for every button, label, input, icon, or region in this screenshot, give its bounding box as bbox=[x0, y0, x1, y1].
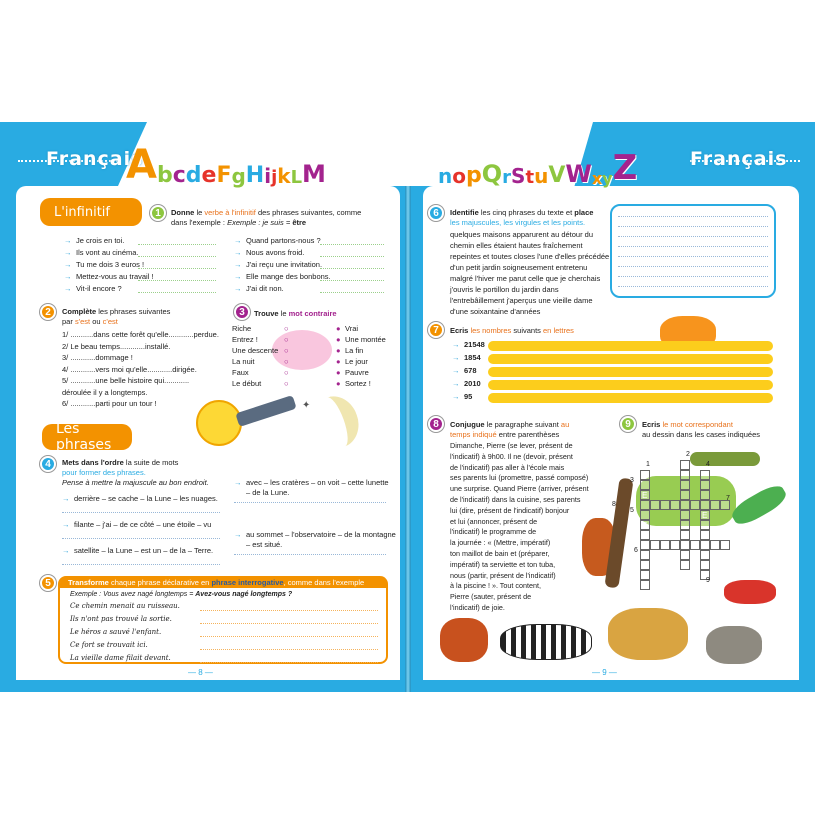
answer-line[interactable] bbox=[618, 286, 768, 287]
number-to-write: 1854 bbox=[464, 353, 481, 362]
declarative-sentence: Ils n'ont pas trouvé la sortie. bbox=[70, 615, 172, 623]
arrow-icon: → bbox=[234, 478, 242, 487]
answer-line[interactable] bbox=[200, 662, 378, 663]
infinitive-sentence: Vit-il encore ? bbox=[76, 284, 122, 293]
crab-illustration bbox=[724, 580, 776, 604]
paragraph-line: la journée : « (Mettre, impératif) bbox=[450, 538, 551, 548]
crossword-cell[interactable] bbox=[680, 520, 690, 530]
exercise-7-instruction: Ecris les nombres suivants en lettres bbox=[450, 326, 574, 335]
word-right: Vrai bbox=[345, 324, 359, 333]
paragraph-line: ses parents lui (promettre, passé composé) bbox=[450, 473, 589, 483]
crossword-cell[interactable] bbox=[680, 540, 690, 550]
zebra-illustration bbox=[500, 624, 592, 660]
answer-line[interactable] bbox=[618, 216, 768, 217]
infinitive-sentence: Mettez-vous au travail ! bbox=[76, 272, 154, 281]
crossword-number: 7 bbox=[726, 495, 730, 502]
answer-line[interactable] bbox=[138, 280, 216, 281]
filled-dot-icon[interactable]: ● bbox=[336, 357, 341, 366]
answer-line[interactable] bbox=[618, 236, 768, 237]
exercise-2-instruction: Complète les phrases suivantes par s'est ou c'est bbox=[62, 307, 171, 327]
paragraph-line: et lui (annoncer, présent de bbox=[450, 516, 538, 526]
paragraph-line: quelques maisons apparurent au détour du bbox=[450, 230, 594, 239]
word-left: Riche bbox=[232, 324, 252, 333]
word-right: La fin bbox=[345, 346, 364, 355]
crossword-number: 1 bbox=[646, 461, 650, 468]
answer-line[interactable] bbox=[234, 502, 386, 503]
answer-line[interactable] bbox=[320, 268, 384, 269]
exercise-9-instruction: Ecris le mot correspondant au dessin dans les cases indiquées bbox=[642, 420, 760, 440]
exercise-number: 9 bbox=[620, 416, 636, 432]
answer-line[interactable] bbox=[62, 564, 220, 565]
arrow-icon: → bbox=[62, 546, 70, 555]
circle-dot-icon[interactable]: ○ bbox=[284, 368, 289, 377]
crossword-cell[interactable] bbox=[650, 540, 660, 550]
word-left: Le début bbox=[232, 379, 262, 388]
paragraph-line: lui (dire, présent de l'indicatif) bonjour bbox=[450, 505, 570, 515]
paragraph-line: à la piscine ! ». Tout content, bbox=[450, 581, 541, 591]
arrow-icon: → bbox=[234, 530, 242, 539]
paragraph-line: chemin elles étaient hautes fraîchement bbox=[450, 241, 583, 250]
exercise-3-instruction: Trouve le mot contraire bbox=[254, 309, 337, 318]
infinitive-sentence: Je crois en toi. bbox=[76, 236, 125, 245]
fill-in-sentence: déroulée il y a longtemps. bbox=[62, 387, 148, 397]
exercise-number: 3 bbox=[234, 304, 250, 320]
alphabet-right bbox=[438, 138, 637, 188]
paragraph-line: d'un petit jardin soigneusement entretenu bbox=[450, 263, 588, 272]
answer-line[interactable] bbox=[320, 256, 384, 257]
number-to-write: 2010 bbox=[464, 379, 481, 388]
word-left: La nuit bbox=[232, 357, 255, 366]
crossword-cell[interactable] bbox=[680, 510, 690, 520]
crossword-cell[interactable] bbox=[670, 500, 680, 510]
arrow-icon: → bbox=[452, 340, 460, 349]
alphabet-letter: c bbox=[172, 163, 186, 188]
crossword-cell[interactable] bbox=[680, 530, 690, 540]
alphabet-letter: g bbox=[231, 164, 246, 188]
exercise-number: 4 bbox=[40, 456, 56, 472]
word-left: Une descente bbox=[232, 346, 279, 355]
crossword-cell[interactable] bbox=[640, 570, 650, 580]
word-right: Pauvre bbox=[345, 368, 369, 377]
answer-line[interactable] bbox=[200, 623, 378, 624]
arrow-icon: → bbox=[62, 520, 70, 529]
alphabet-letter: o bbox=[452, 164, 466, 188]
alphabet-letter: V bbox=[548, 163, 566, 188]
crossword-number: 6 bbox=[634, 547, 638, 554]
answer-line[interactable] bbox=[138, 256, 216, 257]
crossword-cell[interactable] bbox=[710, 500, 720, 510]
alphabet-letter: Q bbox=[481, 160, 503, 188]
crossword-number: 9 bbox=[706, 577, 710, 584]
crossword-cell[interactable] bbox=[650, 500, 660, 510]
section-title-infinitif: L'infinitif bbox=[40, 198, 142, 226]
crossword-cell[interactable] bbox=[700, 560, 710, 570]
answer-line[interactable] bbox=[320, 292, 384, 293]
exercise-1-instruction: Donne le verbe à l'infinitif des phrases suivantes, comme dans l'exemple : Exemple : je suis = être bbox=[171, 208, 362, 228]
crossword-cell[interactable] bbox=[680, 560, 690, 570]
alphabet-letter: L bbox=[290, 167, 303, 188]
answer-line[interactable] bbox=[618, 276, 768, 277]
crossword-cell[interactable] bbox=[700, 550, 710, 560]
exercise-number: 7 bbox=[428, 322, 444, 338]
crossword-cell[interactable] bbox=[700, 540, 710, 550]
sun-illustration bbox=[196, 400, 242, 446]
answer-line[interactable] bbox=[234, 554, 386, 555]
declarative-sentence: La vieille dame filait devant. bbox=[70, 654, 171, 662]
crossword-cell[interactable] bbox=[700, 530, 710, 540]
arrow-icon: → bbox=[64, 236, 72, 245]
infinitive-sentence: Ils vont au cinéma. bbox=[76, 248, 139, 257]
crossword-cell[interactable] bbox=[640, 480, 650, 490]
answer-line[interactable] bbox=[200, 649, 378, 650]
answer-line[interactable] bbox=[62, 538, 220, 539]
answer-line[interactable] bbox=[138, 268, 216, 269]
paragraph-line: Pierre (sauter, présent de bbox=[450, 592, 532, 602]
infinitive-sentence: Elle mange des bonbons. bbox=[246, 272, 331, 281]
alphabet-letter: i bbox=[264, 164, 272, 188]
alphabet-letter: M bbox=[302, 160, 326, 188]
crossword-cell[interactable] bbox=[680, 500, 690, 510]
answer-line[interactable] bbox=[138, 292, 216, 293]
crossword-cell[interactable] bbox=[700, 480, 710, 490]
paragraph-line: ton maillot de bain et (préparer, bbox=[450, 549, 550, 558]
paragraph-line: d'une soixantaine d'années bbox=[450, 307, 541, 316]
alphabet-letter: W bbox=[565, 160, 592, 188]
word-right: Le jour bbox=[345, 357, 368, 366]
exercise-6-instruction: Identifie les cinq phrases du texte et place les majuscules, les virgules et les points. bbox=[450, 208, 594, 228]
crossword-cell[interactable] bbox=[720, 540, 730, 550]
arrow-icon: → bbox=[64, 284, 72, 293]
crossword-cell[interactable] bbox=[640, 510, 650, 520]
answer-line[interactable] bbox=[618, 246, 768, 247]
header-left-title: Français bbox=[46, 148, 144, 170]
crossword-number: 2 bbox=[686, 451, 690, 458]
crossword-letter: E bbox=[642, 491, 648, 500]
number-to-write: 95 bbox=[464, 392, 473, 401]
declarative-sentence: Ce chemin menait au ruisseau. bbox=[70, 602, 180, 610]
word-sequence: au sommet – l'observatoire – de la montagne bbox=[246, 530, 396, 539]
page-number-left: — 8 — bbox=[188, 668, 213, 677]
answer-line[interactable] bbox=[618, 226, 768, 227]
arrow-icon: → bbox=[234, 272, 242, 281]
caterpillar-illustration bbox=[690, 452, 760, 466]
crossword-number: 4 bbox=[706, 461, 710, 468]
pink-splash bbox=[272, 330, 332, 370]
fill-in-sentence: 2/ Le beau temps............installé. bbox=[62, 341, 171, 351]
answer-box[interactable] bbox=[610, 204, 776, 298]
alphabet-left bbox=[126, 138, 326, 188]
fill-in-sentence: 6/ ............parti pour un tour ! bbox=[62, 399, 157, 408]
crossword-cell[interactable] bbox=[710, 540, 720, 550]
crossword-cell[interactable] bbox=[680, 550, 690, 560]
arrow-icon: → bbox=[452, 366, 460, 375]
paragraph-line: malgré l'hiver me parut celle que je cherchais bbox=[450, 274, 601, 283]
alphabet-letter: x bbox=[591, 169, 603, 188]
arrow-icon: → bbox=[234, 284, 242, 293]
arrow-icon: → bbox=[62, 494, 70, 503]
exercise-number: 6 bbox=[428, 205, 444, 221]
word-sequence: avec – les cratères – on voit – cette lunette bbox=[246, 478, 389, 487]
filled-dot-icon[interactable]: ● bbox=[336, 368, 341, 377]
crossword-cell[interactable] bbox=[700, 490, 710, 500]
crossword-number: 3 bbox=[630, 477, 634, 484]
fill-in-sentence: 5/ ............une belle histoire qui............ bbox=[62, 376, 190, 385]
paragraph-line: une surprise. Quand Pierre (arriver, présent bbox=[450, 484, 589, 494]
book-gutter bbox=[405, 122, 411, 692]
exercise-8-instruction: Conjugue le paragraphe suivant au temps indiqué entre parenthèses bbox=[450, 420, 570, 440]
arrow-icon: → bbox=[452, 392, 460, 401]
paragraph-line: l'indicatif) le programme de bbox=[450, 527, 537, 537]
crossword-number: 8 bbox=[612, 501, 616, 508]
word-sequence: derrière – se cache – la Lune – les nuages. bbox=[74, 494, 218, 503]
infinitive-sentence: J'ai dit non. bbox=[246, 284, 284, 293]
exercise-4-instruction: Mets dans l'ordre la suite de mots pour former des phrases. Pense à mettre la majuscule au bon endroit. bbox=[62, 458, 209, 488]
crossword-cell[interactable] bbox=[640, 470, 650, 480]
fill-in-sentence: 1/ ...........dans cette forêt qu'elle............perdue. bbox=[62, 330, 219, 339]
arrow-icon: → bbox=[234, 248, 242, 257]
word-sequence: filante – j'ai – de ce côté – une étoile – vu bbox=[74, 520, 212, 529]
number-to-write: 21548 bbox=[464, 340, 485, 349]
crossword-cell[interactable] bbox=[700, 470, 710, 480]
filled-dot-icon[interactable]: ● bbox=[336, 324, 341, 333]
declarative-sentence: Le héros a sauvé l'enfant. bbox=[70, 628, 162, 636]
word-right: Sortez ! bbox=[345, 379, 371, 388]
crossword-letter: E bbox=[702, 511, 708, 520]
answer-line[interactable] bbox=[618, 256, 768, 257]
squirrel-illustration bbox=[440, 618, 488, 662]
answer-line[interactable] bbox=[138, 244, 216, 245]
crossword-cell[interactable] bbox=[680, 470, 690, 480]
header-right-title: Français bbox=[690, 148, 788, 170]
alphabet-letter: n bbox=[438, 164, 453, 188]
crossword-cell[interactable] bbox=[690, 540, 700, 550]
paragraph-line: impératif) ta serviette et ton tuba, bbox=[450, 559, 556, 569]
paragraph-line: l'indicatif) à 9h00. Il ne (devoir, présent bbox=[450, 451, 573, 461]
filled-dot-icon[interactable]: ● bbox=[336, 346, 341, 355]
crossword-cell[interactable] bbox=[670, 540, 680, 550]
paragraph-line: de l'indicatif) dans la cuisine, ses parents bbox=[450, 495, 581, 504]
crossword-cell[interactable] bbox=[700, 500, 710, 510]
alphabet-letter: p bbox=[466, 163, 482, 188]
exercise-number: 8 bbox=[428, 416, 444, 432]
word-sequence: satellite – la Lune – est un – de la – Terre. bbox=[74, 546, 214, 555]
word-left: Entrez ! bbox=[232, 335, 258, 344]
paragraph-line: repeintes et toutes closes l'une d'elles précédée bbox=[450, 252, 610, 261]
alphabet-letter: j bbox=[271, 167, 278, 188]
alphabet-letter: k bbox=[277, 164, 291, 188]
answer-line[interactable] bbox=[320, 280, 384, 281]
alphabet-letter: u bbox=[534, 164, 549, 188]
paragraph-line: nous (partir, présent de l'indicatif) bbox=[450, 570, 556, 580]
answer-line[interactable] bbox=[320, 244, 384, 245]
word-right: Une montée bbox=[345, 335, 386, 344]
crossword-cell[interactable] bbox=[680, 490, 690, 500]
crossword-cell[interactable] bbox=[690, 500, 700, 510]
answer-bar[interactable] bbox=[488, 380, 773, 390]
answer-bar[interactable] bbox=[488, 393, 773, 403]
circle-dot-icon[interactable]: ○ bbox=[284, 357, 289, 366]
alphabet-letter: b bbox=[156, 163, 173, 188]
alphabet-letter: t bbox=[525, 167, 535, 188]
word-sequence: – est situé. bbox=[246, 540, 283, 549]
crossword-cell[interactable] bbox=[640, 540, 650, 550]
circle-dot-icon[interactable]: ○ bbox=[284, 379, 289, 388]
alphabet-letter: A bbox=[126, 142, 157, 188]
exercise-5-instruction: Transforme chaque phrase déclarative en phrase interrogative, comme dans l'exemple bbox=[68, 578, 365, 587]
arrow-icon: → bbox=[234, 260, 242, 269]
arrow-icon: → bbox=[452, 353, 460, 362]
alphabet-letter: S bbox=[511, 164, 526, 188]
answer-line[interactable] bbox=[200, 610, 378, 611]
star-icon: ✦ bbox=[302, 400, 311, 411]
crossword-cell[interactable] bbox=[660, 540, 670, 550]
paragraph-line: Dimanche, Pierre (se lever, présent de bbox=[450, 441, 573, 450]
alphabet-letter: r bbox=[502, 167, 512, 188]
lion-illustration bbox=[608, 608, 688, 660]
circle-dot-icon[interactable]: ○ bbox=[284, 324, 289, 333]
circle-dot-icon[interactable]: ○ bbox=[284, 335, 289, 344]
number-to-write: 678 bbox=[464, 366, 477, 375]
crossword-letter: E bbox=[642, 521, 648, 530]
exercise-5-example: Exemple : Vous avez nagé longtemps = Avez-vous nagé longtemps ? bbox=[70, 591, 293, 598]
exercise-number: 5 bbox=[40, 575, 56, 591]
arrow-icon: → bbox=[234, 236, 242, 245]
alphabet-letter: e bbox=[201, 163, 217, 188]
alphabet-letter: H bbox=[245, 163, 265, 188]
circle-dot-icon[interactable]: ○ bbox=[284, 346, 289, 355]
declarative-sentence: Ce fort se trouvait ici. bbox=[70, 641, 148, 649]
answer-line[interactable] bbox=[62, 512, 220, 513]
word-left: Faux bbox=[232, 368, 249, 377]
infinitive-sentence: Nous avons froid. bbox=[246, 248, 305, 257]
alphabet-letter: d bbox=[185, 163, 202, 188]
fill-in-sentence: 4/ ............vers moi qu'elle............dirigée. bbox=[62, 364, 197, 374]
arrow-icon: → bbox=[452, 379, 460, 388]
paragraph-line: l'entrebâillement j'aperçus une vieille dame bbox=[450, 296, 593, 305]
filled-dot-icon[interactable]: ● bbox=[336, 335, 341, 344]
crossword-number: 5 bbox=[630, 507, 634, 514]
exercise-number: 1 bbox=[150, 205, 166, 221]
paragraph-line: l'indicatif) de joie. bbox=[450, 603, 505, 612]
snake-illustration bbox=[706, 626, 762, 664]
infinitive-sentence: J'ai reçu une invitation. bbox=[246, 260, 323, 269]
section-title-phrases: Les phrases bbox=[42, 424, 132, 450]
alphabet-letter: Z bbox=[612, 148, 638, 188]
arrow-icon: → bbox=[64, 260, 72, 269]
page-number-right: — 9 — bbox=[592, 668, 617, 677]
paragraph-line: de l'indicatif) pas aller à l'école mais bbox=[450, 462, 565, 472]
crossword-cell[interactable] bbox=[680, 460, 690, 470]
word-sequence: – de la Lune. bbox=[246, 488, 290, 497]
crossword-cell[interactable] bbox=[660, 500, 670, 510]
paragraph-line: j'ouvris le portillon du jardin dans bbox=[450, 285, 559, 294]
answer-line[interactable] bbox=[200, 636, 378, 637]
crossword-cell[interactable] bbox=[640, 580, 650, 590]
crossword-cell[interactable] bbox=[640, 560, 650, 570]
arrow-icon: → bbox=[64, 272, 72, 281]
infinitive-sentence: Quand partons-nous ? bbox=[246, 236, 321, 245]
infinitive-sentence: Tu me dois 3 euros ! bbox=[76, 260, 145, 269]
answer-bar[interactable] bbox=[488, 341, 773, 351]
alphabet-letter: y bbox=[602, 169, 613, 188]
answer-line[interactable] bbox=[618, 266, 768, 267]
arrow-icon: → bbox=[64, 248, 72, 257]
fill-in-sentence: 3/ ............dommage ! bbox=[62, 353, 133, 362]
answer-bar[interactable] bbox=[488, 354, 773, 364]
answer-bar[interactable] bbox=[488, 367, 773, 377]
alphabet-letter: F bbox=[216, 163, 232, 188]
exercise-number: 2 bbox=[40, 304, 56, 320]
crossword-cell[interactable] bbox=[640, 550, 650, 560]
filled-dot-icon[interactable]: ● bbox=[336, 379, 341, 388]
crossword-cell[interactable] bbox=[680, 480, 690, 490]
